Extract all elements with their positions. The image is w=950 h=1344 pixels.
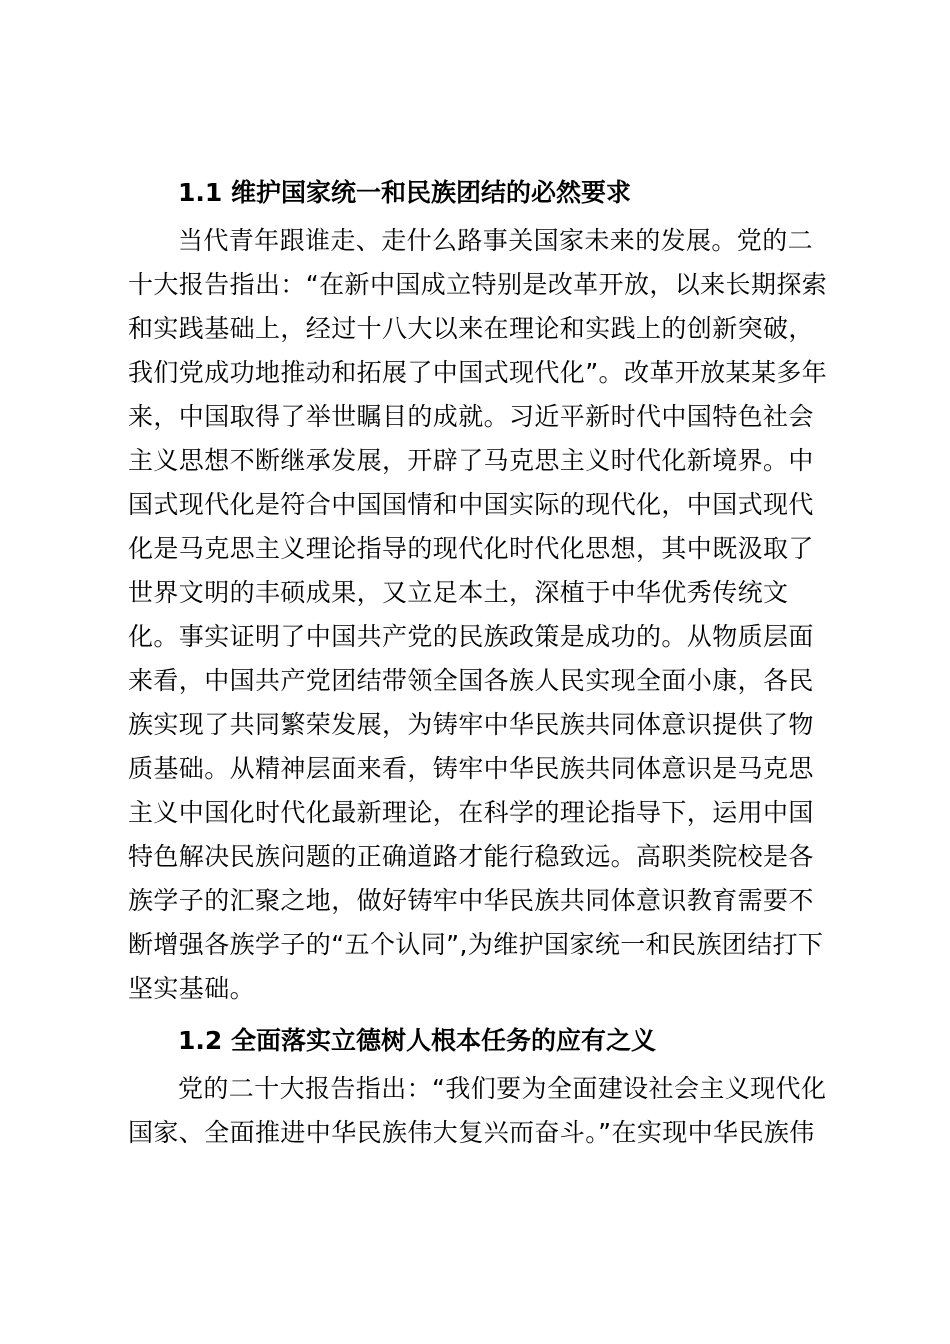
paragraph-line: 主义中国化时代化最新理论，在科学的理论指导下，运用中国 [128, 798, 814, 827]
paragraph-line: 党的二十大报告指出：“我们要为全面建设社会主义现代化 [178, 1074, 827, 1103]
paragraph-line: 坚实基础。 [128, 974, 256, 1003]
paragraph-line: 我们党成功地推动和拓展了中国式现代化”。改革开放某某多年 [128, 358, 828, 387]
paragraph-line: 质基础。从精神层面来看，铸牢中华民族共同体意识是马克思 [128, 754, 814, 783]
paragraph-line: 断增强各族学子的“五个认同”,为维护国家统一和民族团结打下 [128, 930, 824, 959]
paragraph-line: 特色解决民族问题的正确道路才能行稳致远。高职类院校是各 [128, 842, 814, 871]
paragraph-line: 十大报告指出：“在新中国成立特别是改革开放，以来长期探索 [128, 270, 828, 299]
paragraph-line: 族学子的汇聚之地，做好铸牢中华民族共同体意识教育需要不 [128, 886, 814, 915]
paragraph-line: 族实现了共同繁荣发展，为铸牢中华民族共同体意识提供了物 [128, 710, 814, 739]
paragraph-line: 和实践基础上，经过十八大以来在理论和实践上的创新突破， [128, 314, 814, 343]
paragraph-line: 化。事实证明了中国共产党的民族政策是成功的。从物质层面 [128, 622, 814, 651]
paragraph-line: 国式现代化是符合中国国情和中国实际的现代化，中国式现代 [128, 490, 814, 519]
paragraph-line: 来看，中国共产党团结带领全国各族人民实现全面小康，各民 [128, 666, 814, 695]
paragraph-line: 化是马克思主义理论指导的现代化时代化思想，其中既汲取了 [128, 534, 814, 563]
paragraph-line: 主义思想不断继承发展，开辟了马克思主义时代化新境界。中 [128, 446, 814, 475]
paragraph-line: 国家、全面推进中华民族伟大复兴而奋斗。”在实现中华民族伟 [128, 1118, 815, 1147]
section-heading-1-2: 1.2 全面落实立德树人根本任务的应有之义 [178, 1026, 656, 1055]
paragraph-line: 世界文明的丰硕成果，又立足本土，深植于中华优秀传统文 [128, 578, 789, 607]
section-heading-1-1: 1.1 维护国家统一和民族团结的必然要求 [178, 178, 631, 207]
paragraph-line: 当代青年跟谁走、走什么路事关国家未来的发展。党的二 [178, 226, 814, 255]
paragraph-line: 来，中国取得了举世瞩目的成就。习近平新时代中国特色社会 [128, 402, 814, 431]
